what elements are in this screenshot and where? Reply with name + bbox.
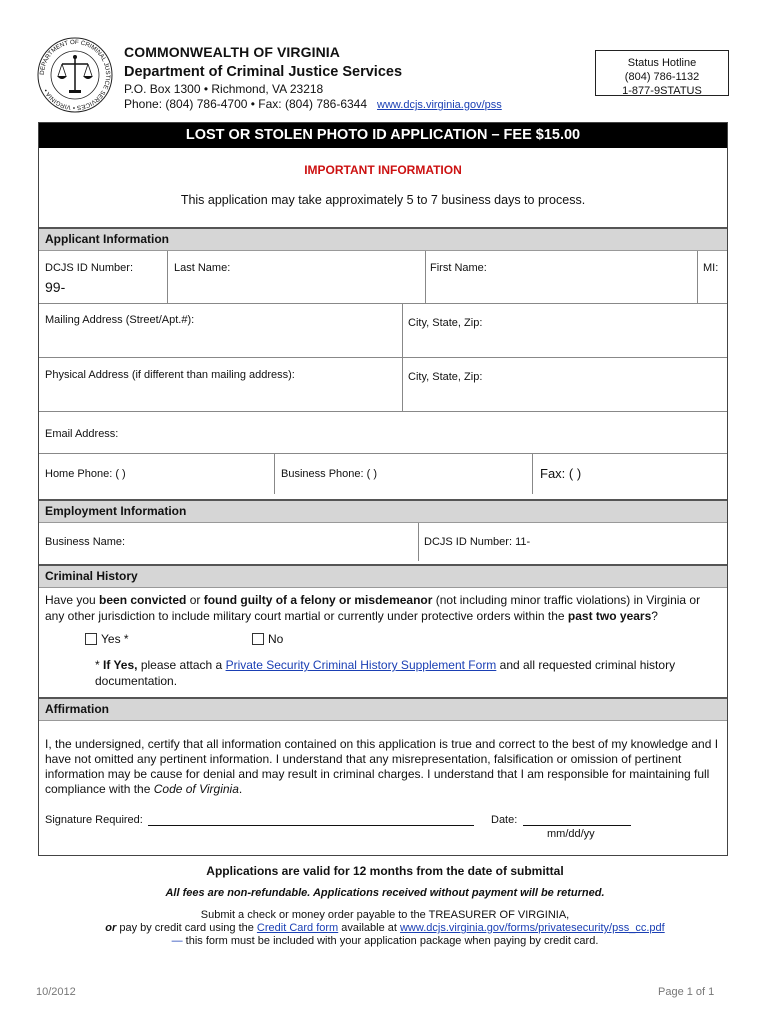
row-divider xyxy=(39,357,727,358)
mi-label[interactable]: MI: xyxy=(703,262,719,274)
row-divider xyxy=(39,453,727,454)
department-name: Department of Criminal Justice Services xyxy=(124,64,403,80)
yes-checkbox[interactable] xyxy=(85,633,97,645)
hotline-alt: 1-877-9STATUS xyxy=(622,85,702,97)
fax-label[interactable]: Fax: ( ) xyxy=(540,466,582,481)
cc-form-url-link[interactable]: www.dcjs.virginia.gov/forms/privatesecurity/pss_cc.pdf xyxy=(399,922,665,934)
section-criminal-history: Criminal History xyxy=(39,564,727,588)
phone-fax: Phone: (804) 786-4700 • Fax: (804) 786-6344 xyxy=(124,97,368,111)
no-checkbox[interactable] xyxy=(252,633,264,645)
payment-instructions: Submit a check or money order payable to the TREASURER OF VIRGINIA, or pay by credit card using the Credit Card form available at www.dcjs.virginia.gov/forms/privatesecurity/pss_cc.pdf — this form must be included with your application package when paying by credit card. xyxy=(105,909,665,947)
affirmation-text: I, the undersigned, certify that all information contained on this application is true and correct to the best of my knowledge and I have not omitted any pertinent information. I understand that any misrepresentation, falsification or omission of pertinent information may be cause for denial and may result in criminal charges. I understand that I am responsible for maintaining full compliance with the Code of Virginia. xyxy=(45,737,719,796)
criminal-history-note: * If Yes, please attach a Private Security Criminal History Supplement Form and all requested criminal history documentation. xyxy=(95,658,676,688)
processing-note: This application may take approximately 5 to 7 business days to process. xyxy=(180,193,586,207)
email-label[interactable]: Email Address: xyxy=(45,428,119,440)
yes-label: Yes * xyxy=(101,632,129,646)
org-name: COMMONWEALTH OF VIRGINIA xyxy=(124,44,341,60)
date-format: mm/dd/yy xyxy=(547,828,595,840)
city-state-zip-label[interactable]: City, State, Zip: xyxy=(408,317,483,329)
supplement-form-link[interactable]: Private Security Criminal History Supplement Form xyxy=(225,658,497,672)
page-number: Page 1 of 1 xyxy=(658,986,715,998)
dcjs-seal xyxy=(36,36,114,114)
employment-dcjs-id-label[interactable]: DCJS ID Number: 11- xyxy=(424,536,531,548)
mailing-address: P.O. Box 1300 • Richmond, VA 23218 xyxy=(124,82,324,96)
nonrefundable-note: All fees are non-refundable. Applications received without payment will be returned. xyxy=(165,887,605,899)
form-title: LOST OR STOLEN PHOTO ID APPLICATION – FEE $15.00 xyxy=(39,123,727,148)
svg-text:DEPARTMENT OF CRIMINAL JUSTICE: DEPARTMENT OF CRIMINAL JUSTICE SERVICES • VIRGINIA • xyxy=(38,38,112,112)
website-link[interactable]: www.dcjs.virginia.gov/pss xyxy=(377,99,502,111)
no-label: No xyxy=(268,632,284,646)
section-employment: Employment Information xyxy=(39,499,727,523)
signature-line[interactable] xyxy=(148,825,474,826)
hotline-title: Status Hotline xyxy=(627,57,697,69)
credit-card-form-link[interactable]: Credit Card form xyxy=(256,922,339,934)
important-heading: IMPORTANT INFORMATION xyxy=(304,163,462,177)
date-line[interactable] xyxy=(523,825,631,826)
divider xyxy=(167,251,168,303)
dcjs-id-label: DCJS ID Number: xyxy=(45,262,134,274)
validity-note: Applications are valid for 12 months from the date of submittal xyxy=(206,864,564,878)
divider xyxy=(425,251,426,303)
row-divider xyxy=(39,411,727,412)
form-date: 10/2012 xyxy=(36,986,76,998)
date-label: Date: xyxy=(491,814,518,826)
home-phone-label[interactable]: Home Phone: ( ) xyxy=(45,468,126,480)
section-applicant: Applicant Information xyxy=(39,227,727,251)
section-affirmation: Affirmation xyxy=(39,697,727,721)
divider xyxy=(697,251,698,303)
divider xyxy=(532,453,533,494)
divider xyxy=(274,453,275,494)
row-divider xyxy=(39,303,727,304)
criminal-history-question: Have you been convicted or found guilty of a felony or misdemeanor (not including minor traffic violations) in Virginia or any other jurisdiction to include military court martial or currently under protective orders within the past two years? xyxy=(45,593,701,623)
status-hotline-box xyxy=(595,50,729,96)
city-state-zip-label-2[interactable]: City, State, Zip: xyxy=(408,371,483,383)
physical-address-label[interactable]: Physical Address (if different than mailing address): xyxy=(45,369,295,381)
hotline-phone: (804) 786-1132 xyxy=(624,71,700,83)
divider xyxy=(418,523,419,561)
last-name-label[interactable]: Last Name: xyxy=(174,262,231,274)
business-name-label[interactable]: Business Name: xyxy=(45,536,126,548)
business-phone-label[interactable]: Business Phone: ( ) xyxy=(281,468,377,480)
no-option[interactable] xyxy=(252,632,283,646)
signature-label: Signature Required: xyxy=(45,814,143,826)
yes-option[interactable] xyxy=(85,632,129,646)
first-name-label[interactable]: First Name: xyxy=(430,262,487,274)
contact-line xyxy=(124,97,502,111)
mailing-address-label[interactable]: Mailing Address (Street/Apt.#): xyxy=(45,314,195,326)
dcjs-id-prefix: 99- xyxy=(45,279,66,295)
